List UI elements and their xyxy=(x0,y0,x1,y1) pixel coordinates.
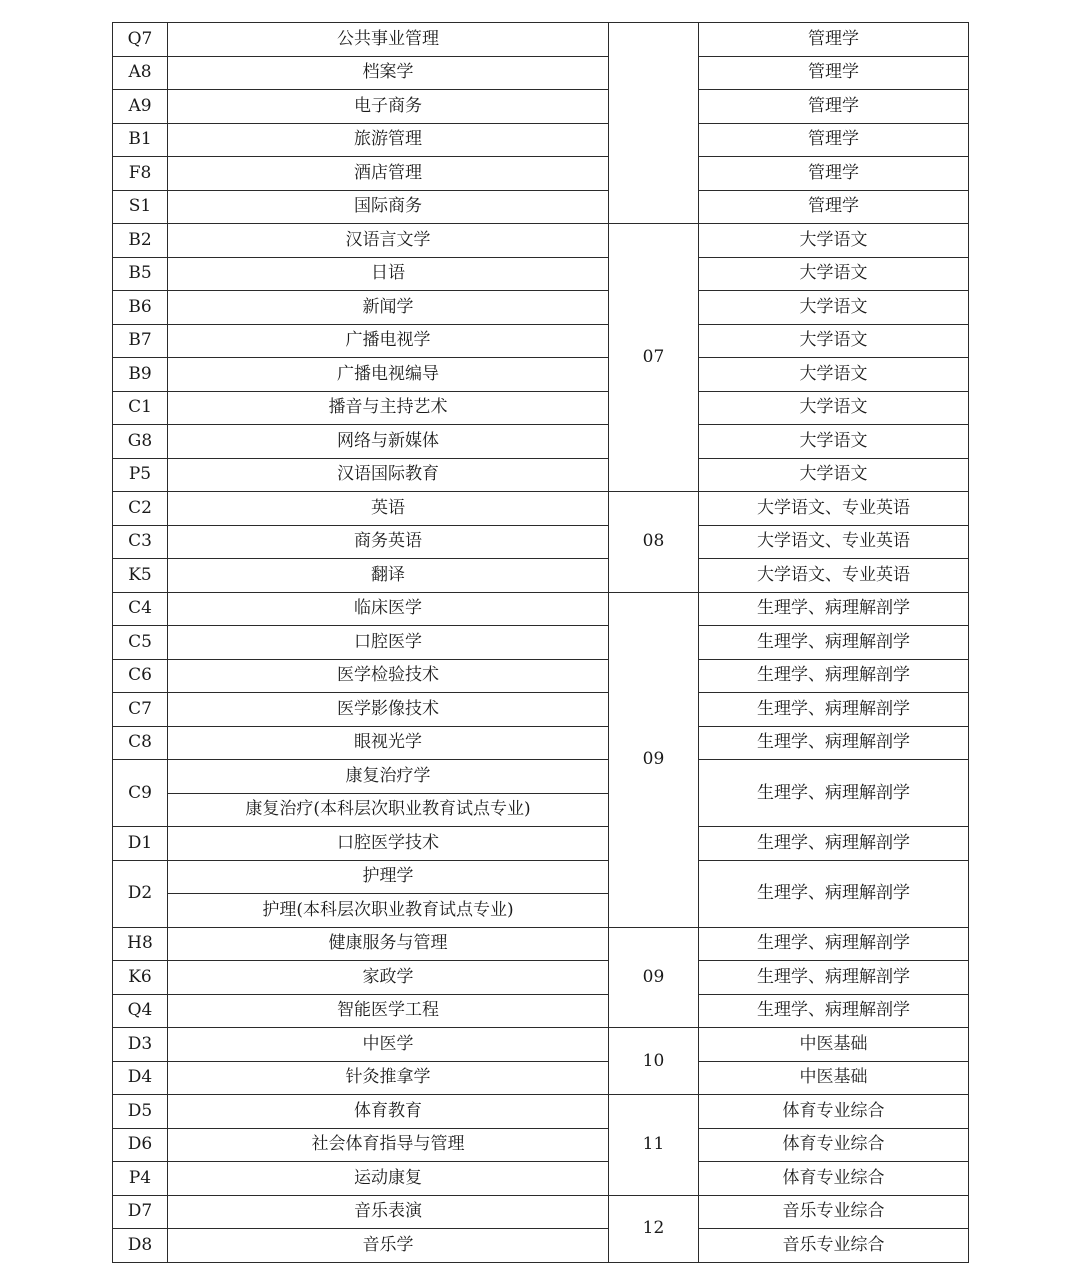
major-name-cell: 翻译 xyxy=(168,559,609,593)
table-row xyxy=(113,1229,969,1263)
major-code-cell: F8 xyxy=(113,157,168,191)
exam-subject-cell: 管理学 xyxy=(699,90,969,124)
exam-subject-cell: 大学语文、专业英语 xyxy=(699,559,969,593)
major-name-cell: 旅游管理 xyxy=(168,123,609,157)
table-row xyxy=(113,324,969,358)
exam-subject-cell: 大学语文 xyxy=(699,224,969,258)
major-subject-table xyxy=(112,22,969,1263)
major-code-cell: D5 xyxy=(113,1095,168,1129)
exam-subject-cell: 生理学、病理解剖学 xyxy=(699,592,969,626)
table-row xyxy=(113,123,969,157)
subject-group-cell: 09 xyxy=(609,927,699,1028)
major-name-cell: 临床医学 xyxy=(168,592,609,626)
major-code-cell: A9 xyxy=(113,90,168,124)
major-code-cell: B6 xyxy=(113,291,168,325)
major-code-cell: C6 xyxy=(113,659,168,693)
major-code-cell: S1 xyxy=(113,190,168,224)
table-body xyxy=(113,23,969,1263)
exam-subject-cell: 生理学、病理解剖学 xyxy=(699,626,969,660)
exam-subject-cell: 中医基础 xyxy=(699,1028,969,1062)
exam-subject-cell: 音乐专业综合 xyxy=(699,1229,969,1263)
table-row xyxy=(113,760,969,794)
exam-subject-cell: 生理学、病理解剖学 xyxy=(699,961,969,995)
major-name-cell: 社会体育指导与管理 xyxy=(168,1128,609,1162)
table-row xyxy=(113,90,969,124)
exam-subject-cell: 大学语文 xyxy=(699,425,969,459)
major-code-cell: D7 xyxy=(113,1195,168,1229)
table-row xyxy=(113,358,969,392)
major-code-cell: P5 xyxy=(113,458,168,492)
major-name-cell: 中医学 xyxy=(168,1028,609,1062)
table-row xyxy=(113,592,969,626)
major-code-cell: C8 xyxy=(113,726,168,760)
table-row xyxy=(113,860,969,894)
table-row xyxy=(113,659,969,693)
table-row xyxy=(113,927,969,961)
major-name-cell: 健康服务与管理 xyxy=(168,927,609,961)
exam-subject-cell: 生理学、病理解剖学 xyxy=(699,659,969,693)
major-name-cell: 智能医学工程 xyxy=(168,994,609,1028)
major-code-cell: B9 xyxy=(113,358,168,392)
table-row xyxy=(113,693,969,727)
major-code-cell: K5 xyxy=(113,559,168,593)
subject-group-cell: 07 xyxy=(609,224,699,492)
subject-group-cell: 08 xyxy=(609,492,699,593)
major-code-cell: C5 xyxy=(113,626,168,660)
major-code-cell: C1 xyxy=(113,391,168,425)
exam-subject-cell: 体育专业综合 xyxy=(699,1162,969,1196)
major-code-cell: B5 xyxy=(113,257,168,291)
exam-subject-cell: 大学语文 xyxy=(699,391,969,425)
major-name-cell: 康复治疗(本科层次职业教育试点专业) xyxy=(168,793,609,827)
subject-group-cell: 11 xyxy=(609,1095,699,1196)
major-name-cell: 口腔医学 xyxy=(168,626,609,660)
major-code-cell: B1 xyxy=(113,123,168,157)
major-code-cell: P4 xyxy=(113,1162,168,1196)
major-code-cell: H8 xyxy=(113,927,168,961)
exam-subject-cell: 体育专业综合 xyxy=(699,1128,969,1162)
major-name-cell: 护理(本科层次职业教育试点专业) xyxy=(168,894,609,928)
table-row xyxy=(113,1028,969,1062)
major-name-cell: 广播电视学 xyxy=(168,324,609,358)
exam-subject-cell: 管理学 xyxy=(699,123,969,157)
subject-group-cell: 12 xyxy=(609,1195,699,1262)
exam-subject-cell: 生理学、病理解剖学 xyxy=(699,860,969,927)
major-name-cell: 档案学 xyxy=(168,56,609,90)
major-name-cell: 酒店管理 xyxy=(168,157,609,191)
major-name-cell: 音乐表演 xyxy=(168,1195,609,1229)
exam-subject-cell: 生理学、病理解剖学 xyxy=(699,760,969,827)
major-code-cell: D4 xyxy=(113,1061,168,1095)
exam-subject-cell: 管理学 xyxy=(699,23,969,57)
table-row xyxy=(113,391,969,425)
table-row xyxy=(113,425,969,459)
major-name-cell: 电子商务 xyxy=(168,90,609,124)
table-row xyxy=(113,726,969,760)
table-row xyxy=(113,1095,969,1129)
major-code-cell: C7 xyxy=(113,693,168,727)
exam-subject-cell: 大学语文、专业英语 xyxy=(699,492,969,526)
major-name-cell: 康复治疗学 xyxy=(168,760,609,794)
major-code-cell: C9 xyxy=(113,760,168,827)
major-code-cell: C2 xyxy=(113,492,168,526)
major-name-cell: 运动康复 xyxy=(168,1162,609,1196)
major-code-cell: D3 xyxy=(113,1028,168,1062)
exam-subject-cell: 生理学、病理解剖学 xyxy=(699,726,969,760)
major-code-cell: D6 xyxy=(113,1128,168,1162)
table-row xyxy=(113,257,969,291)
major-name-cell: 医学影像技术 xyxy=(168,693,609,727)
subject-group-cell: 09 xyxy=(609,592,699,927)
major-name-cell: 日语 xyxy=(168,257,609,291)
table-row xyxy=(113,525,969,559)
exam-subject-cell: 大学语文 xyxy=(699,291,969,325)
subject-group-cell: 10 xyxy=(609,1028,699,1095)
major-name-cell: 家政学 xyxy=(168,961,609,995)
exam-subject-cell: 生理学、病理解剖学 xyxy=(699,994,969,1028)
major-name-cell: 汉语言文学 xyxy=(168,224,609,258)
major-code-cell: G8 xyxy=(113,425,168,459)
exam-subject-cell: 生理学、病理解剖学 xyxy=(699,827,969,861)
exam-subject-cell: 大学语文 xyxy=(699,458,969,492)
table-row xyxy=(113,190,969,224)
exam-subject-cell: 中医基础 xyxy=(699,1061,969,1095)
table-row xyxy=(113,1061,969,1095)
table-row xyxy=(113,994,969,1028)
table-row xyxy=(113,559,969,593)
major-name-cell: 英语 xyxy=(168,492,609,526)
major-name-cell: 新闻学 xyxy=(168,291,609,325)
major-name-cell: 针灸推拿学 xyxy=(168,1061,609,1095)
major-name-cell: 商务英语 xyxy=(168,525,609,559)
exam-subject-cell: 生理学、病理解剖学 xyxy=(699,927,969,961)
major-name-cell: 汉语国际教育 xyxy=(168,458,609,492)
major-name-cell: 网络与新媒体 xyxy=(168,425,609,459)
exam-subject-cell: 管理学 xyxy=(699,190,969,224)
table-row xyxy=(113,827,969,861)
exam-subject-cell: 音乐专业综合 xyxy=(699,1195,969,1229)
table-row xyxy=(113,961,969,995)
major-name-cell: 播音与主持艺术 xyxy=(168,391,609,425)
table-row xyxy=(113,458,969,492)
table-row xyxy=(113,1162,969,1196)
major-code-cell: D8 xyxy=(113,1229,168,1263)
exam-subject-cell: 大学语文、专业英语 xyxy=(699,525,969,559)
major-code-cell: Q4 xyxy=(113,994,168,1028)
major-code-cell: D2 xyxy=(113,860,168,927)
major-name-cell: 口腔医学技术 xyxy=(168,827,609,861)
major-code-cell: C4 xyxy=(113,592,168,626)
major-code-cell: C3 xyxy=(113,525,168,559)
document-page xyxy=(112,22,969,1263)
major-name-cell: 公共事业管理 xyxy=(168,23,609,57)
exam-subject-cell: 大学语文 xyxy=(699,358,969,392)
exam-subject-cell: 大学语文 xyxy=(699,257,969,291)
table-row xyxy=(113,626,969,660)
major-code-cell: Q7 xyxy=(113,23,168,57)
major-name-cell: 音乐学 xyxy=(168,1229,609,1263)
major-code-cell: K6 xyxy=(113,961,168,995)
table-row xyxy=(113,56,969,90)
exam-subject-cell: 管理学 xyxy=(699,56,969,90)
table-row xyxy=(113,1128,969,1162)
major-name-cell: 护理学 xyxy=(168,860,609,894)
major-name-cell: 眼视光学 xyxy=(168,726,609,760)
major-name-cell: 体育教育 xyxy=(168,1095,609,1129)
major-name-cell: 广播电视编导 xyxy=(168,358,609,392)
exam-subject-cell: 大学语文 xyxy=(699,324,969,358)
major-code-cell: B2 xyxy=(113,224,168,258)
table-row xyxy=(113,23,969,57)
major-code-cell: D1 xyxy=(113,827,168,861)
table-row xyxy=(113,157,969,191)
exam-subject-cell: 生理学、病理解剖学 xyxy=(699,693,969,727)
major-name-cell: 医学检验技术 xyxy=(168,659,609,693)
major-code-cell: B7 xyxy=(113,324,168,358)
major-code-cell: A8 xyxy=(113,56,168,90)
subject-group-cell xyxy=(609,23,699,224)
table-row xyxy=(113,291,969,325)
exam-subject-cell: 管理学 xyxy=(699,157,969,191)
table-row xyxy=(113,224,969,258)
table-row xyxy=(113,1195,969,1229)
major-name-cell: 国际商务 xyxy=(168,190,609,224)
table-row xyxy=(113,492,969,526)
exam-subject-cell: 体育专业综合 xyxy=(699,1095,969,1129)
